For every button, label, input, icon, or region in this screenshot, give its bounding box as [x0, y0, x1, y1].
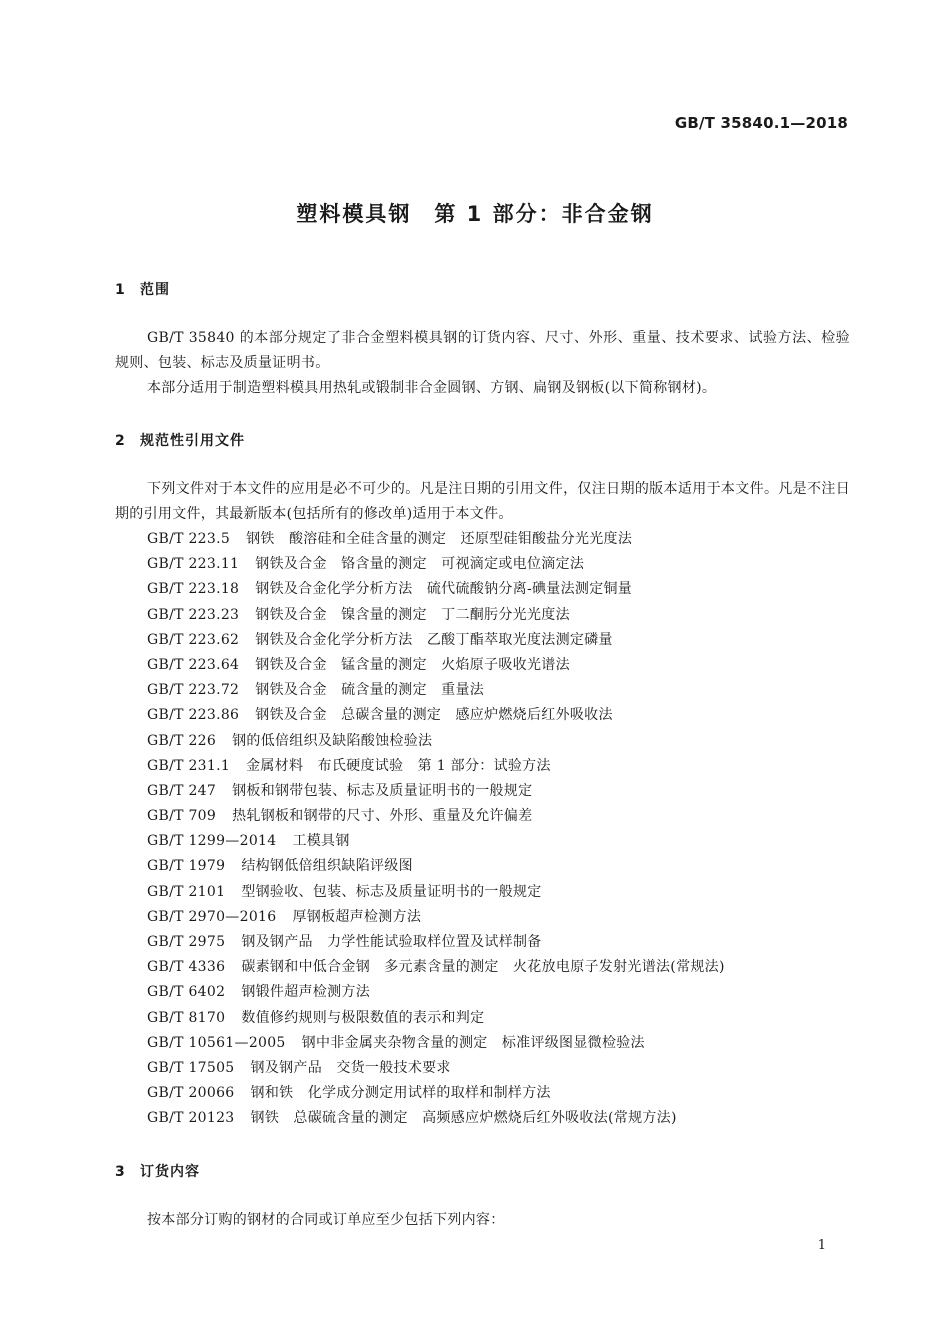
reference-code: GB/T 10561—2005 — [147, 1034, 286, 1051]
reference-code: GB/T 8170 — [147, 1009, 226, 1026]
reference-code: GB/T 223.18 — [147, 581, 240, 598]
reference-code: GB/T 223.11 — [147, 556, 240, 573]
reference-item — [147, 603, 847, 628]
reference-code: GB/T 223.5 — [147, 531, 231, 547]
section-title: 范围 — [140, 282, 170, 298]
reference-item — [147, 905, 847, 930]
reference-item — [147, 930, 847, 955]
reference-item — [147, 804, 847, 829]
reference-title: 钢的低倍组织及缺陷酸蚀检验法 — [232, 732, 433, 749]
reference-title: 工模具钢 — [292, 833, 350, 850]
reference-title: 型钢验收、包装、标志及质量证明书的一般规定 — [241, 883, 542, 900]
reference-code: GB/T 223.23 — [147, 606, 240, 623]
reference-code: GB/T 1299—2014 — [147, 833, 277, 850]
reference-code: GB/T 2101 — [147, 883, 226, 900]
reference-item — [147, 955, 847, 980]
reference-title: 厚钢板超声检测方法 — [292, 908, 422, 925]
reference-item — [147, 703, 847, 728]
reference-title: 数值修约规则与极限数值的表示和判定 — [241, 1009, 485, 1026]
reference-code: GB/T 1979 — [147, 858, 226, 875]
reference-item — [147, 1081, 847, 1106]
reference-item — [147, 1031, 847, 1056]
section-number: 2 — [115, 433, 126, 449]
reference-item — [147, 1056, 847, 1081]
reference-title: 钢中非金属夹杂物含量的测定 标准评级图显微检验法 — [301, 1034, 645, 1051]
reference-title: 钢和铁 化学成分测定用试样的取样和制样方法 — [250, 1085, 551, 1102]
document-title: 塑料模具钢 第 1 部分：非合金钢 — [296, 202, 654, 226]
page-number: 1 — [817, 1238, 826, 1253]
reference-title: 钢铁及合金 镍含量的测定 丁二酮肟分光光度法 — [255, 606, 570, 623]
reference-item — [147, 678, 847, 703]
reference-code: GB/T 247 — [147, 782, 217, 799]
reference-item — [147, 577, 847, 602]
reference-title: 钢铁 酸溶硅和全硅含量的测定 还原型硅钼酸盐分光光度法 — [246, 531, 633, 547]
reference-item — [147, 1006, 847, 1031]
reference-title: 钢铁及合金 铬含量的测定 可视滴定或电位滴定法 — [255, 556, 585, 573]
reference-code: GB/T 223.86 — [147, 707, 240, 724]
reference-item — [147, 880, 847, 905]
reference-item — [147, 854, 847, 879]
reference-code: GB/T 223.72 — [147, 682, 240, 699]
references-intro-paragraph: 下列文件对于本文件的应用是必不可少的。凡是注日期的引用文件，仅注日期的版本适用于本文件。凡是不注日期的引用文件，其最新版本(包括所有的修改单)适用于本文件。 — [115, 481, 850, 522]
reference-item — [147, 552, 847, 577]
reference-code: GB/T 226 — [147, 732, 217, 749]
reference-item — [147, 1106, 847, 1131]
order-content-paragraph: 按本部分订购的钢材的合同或订单应至少包括下列内容： — [147, 1212, 505, 1228]
reference-title: 钢及钢产品 交货一般技术要求 — [250, 1059, 451, 1076]
reference-item — [147, 527, 847, 552]
standard-code: GB/T 35840.1—2018 — [674, 114, 848, 132]
reference-title: 钢及钢产品 力学性能试验取样位置及试样制备 — [241, 934, 542, 950]
reference-title: 金属材料 布氏硬度试验 第 1 部分：试验方法 — [246, 757, 551, 774]
reference-item — [147, 754, 847, 779]
reference-code: GB/T 223.64 — [147, 656, 240, 673]
section-heading-normative-references — [115, 430, 245, 450]
reference-code: GB/T 2970—2016 — [147, 908, 277, 925]
reference-item — [147, 628, 847, 653]
scope-paragraph-2: 本部分适用于制造塑料模具用热轧或锻制非合金圆钢、方钢、扁钢及钢板(以下简称钢材)。 — [147, 380, 717, 396]
reference-code: GB/T 223.62 — [147, 631, 240, 648]
reference-item — [147, 980, 847, 1005]
reference-code: GB/T 6402 — [147, 984, 226, 1001]
reference-code: GB/T 17505 — [147, 1059, 235, 1076]
reference-title: 钢铁及合金 总碳含量的测定 感应炉燃烧后红外吸收法 — [255, 707, 613, 724]
reference-title: 钢铁及合金 硫含量的测定 重量法 — [255, 682, 485, 699]
section-number: 1 — [115, 282, 126, 298]
section-title: 规范性引用文件 — [140, 433, 245, 449]
scope-paragraph-1: GB/T 35840 的本部分规定了非合金塑料模具钢的订货内容、尺寸、外形、重量、技术要求、试验方法、检验规则、包装、标志及质量证明书。 — [115, 330, 850, 371]
section-title: 订货内容 — [140, 1164, 200, 1180]
reference-item — [147, 653, 847, 678]
reference-item — [147, 779, 847, 804]
reference-title: 钢铁及合金化学分析方法 硫代硫酸钠分离-碘量法测定铜量 — [255, 581, 633, 598]
reference-code: GB/T 20066 — [147, 1085, 235, 1102]
reference-list — [147, 527, 847, 1132]
section-heading-order-content — [115, 1161, 200, 1181]
reference-item — [147, 729, 847, 754]
reference-code: GB/T 231.1 — [147, 757, 231, 774]
reference-item — [147, 829, 847, 854]
reference-title: 碳素钢和中低合金钢 多元素含量的测定 火花放电原子发射光谱法(常规法) — [241, 959, 725, 976]
reference-code: GB/T 709 — [147, 808, 217, 825]
section-heading-scope — [115, 279, 170, 299]
reference-title: 钢板和钢带包装、标志及质量证明书的一般规定 — [232, 782, 533, 799]
reference-title: 热轧钢板和钢带的尺寸、外形、重量及允许偏差 — [232, 808, 533, 825]
reference-title: 钢铁及合金 锰含量的测定 火焰原子吸收光谱法 — [255, 656, 570, 673]
reference-code: GB/T 2975 — [147, 934, 226, 950]
reference-title: 钢铁及合金化学分析方法 乙酸丁酯萃取光度法测定磷量 — [255, 631, 613, 648]
reference-title: 结构钢低倍组织缺陷评级图 — [241, 858, 413, 875]
section-number: 3 — [115, 1164, 126, 1180]
reference-title: 钢锻件超声检测方法 — [241, 984, 371, 1001]
reference-code: GB/T 20123 — [147, 1110, 235, 1127]
reference-code: GB/T 4336 — [147, 959, 226, 976]
reference-title: 钢铁 总碳硫含量的测定 高频感应炉燃烧后红外吸收法(常规方法) — [250, 1110, 677, 1127]
